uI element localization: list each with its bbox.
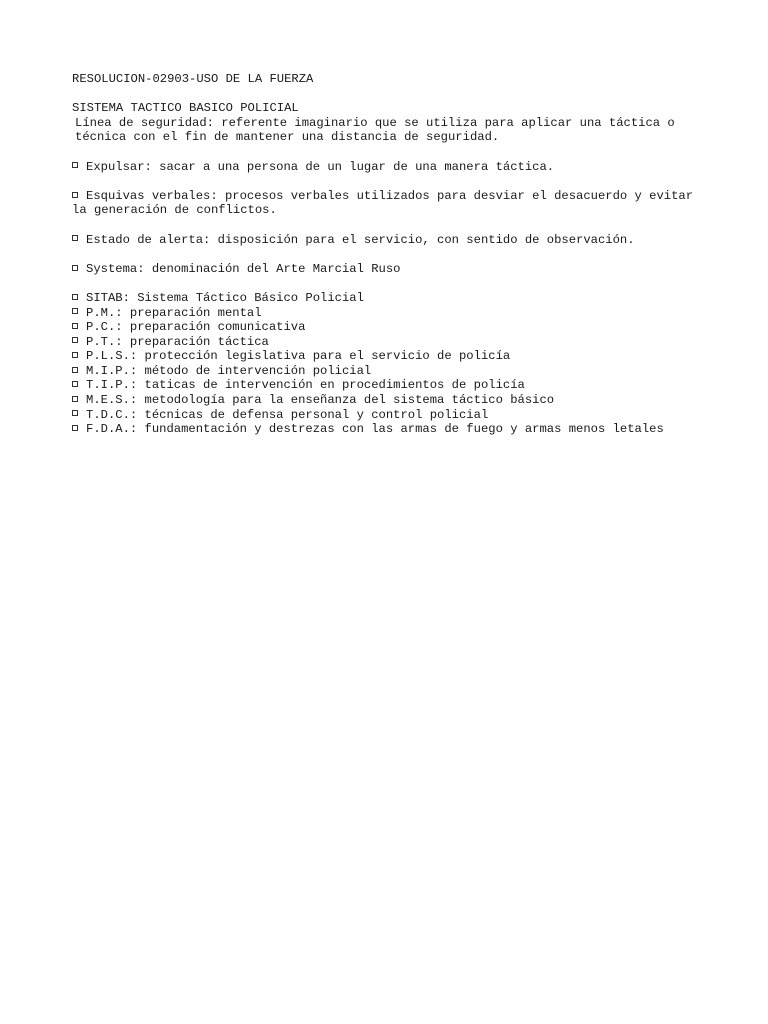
list-item — [72, 408, 712, 423]
definition-text: Estado de alerta: disposición para el servicio, con sentido de observación. — [86, 232, 635, 247]
square-bullet-icon — [72, 323, 78, 329]
acronym-list — [72, 291, 712, 437]
list-item-text: M.I.P.: método de intervención policial — [86, 363, 372, 378]
spacer — [72, 174, 712, 189]
square-bullet-icon — [72, 308, 78, 314]
square-bullet-icon — [72, 265, 78, 271]
list-item — [72, 335, 712, 350]
definition-item — [72, 262, 712, 277]
list-item-text: SITAB: Sistema Táctico Básico Policial — [86, 290, 364, 305]
spacer — [72, 87, 712, 102]
spacer — [72, 145, 712, 160]
list-item — [72, 378, 712, 393]
list-item — [72, 364, 712, 379]
section-heading: SISTEMA TACTICO BASICO POLICIAL — [72, 101, 299, 116]
list-item-text: M.E.S.: metodología para la enseñanza del sistema táctico básico — [86, 393, 555, 408]
definition-text: Expulsar: sacar a una persona de un lugar de una manera táctica. — [86, 159, 555, 174]
square-bullet-icon — [72, 367, 78, 373]
list-item — [72, 422, 712, 437]
list-item-text: P.M.: preparación mental — [86, 305, 262, 320]
square-bullet-icon — [72, 396, 78, 402]
definition-item — [72, 189, 712, 218]
list-item-text: T.D.C.: técnicas de defensa personal y control policial — [86, 407, 489, 422]
list-item-text: T.I.P.: taticas de intervención en procedimientos de policía — [86, 378, 525, 393]
list-item-text: F.D.A.: fundamentación y destrezas con las armas de fuego y armas menos letales — [86, 422, 664, 437]
spacer — [72, 218, 712, 233]
list-item — [72, 349, 712, 364]
intro-paragraph: Línea de seguridad: referente imaginario que se utiliza para aplicar una táctica o técnica con el fin de mantener una distancia de seguridad. — [75, 115, 675, 145]
square-bullet-icon — [72, 235, 78, 241]
document-title: RESOLUCION-02903-USO DE LA FUERZA — [72, 72, 314, 86]
square-bullet-icon — [72, 162, 78, 168]
list-item — [72, 306, 712, 321]
square-bullet-icon — [72, 425, 78, 431]
square-bullet-icon — [72, 192, 78, 198]
list-item — [72, 320, 712, 335]
square-bullet-icon — [72, 337, 78, 343]
square-bullet-icon — [72, 410, 78, 416]
definition-item — [72, 160, 712, 175]
definition-text: Esquivas verbales: procesos verbales utilizados para desviar el desacuerdo y evitar la generación de conflictos. — [72, 188, 694, 218]
list-item — [72, 393, 712, 408]
definition-item — [72, 233, 712, 248]
definition-text: Systema: denominación del Arte Marcial Ruso — [86, 261, 401, 276]
spacer — [72, 276, 712, 291]
spacer — [72, 247, 712, 262]
square-bullet-icon — [72, 352, 78, 358]
list-item-text: P.C.: preparación comunicativa — [86, 320, 306, 335]
list-item-text: P.L.S.: protección legislativa para el servicio de policía — [86, 349, 511, 364]
square-bullet-icon — [72, 381, 78, 387]
document-page — [72, 72, 712, 437]
square-bullet-icon — [72, 294, 78, 300]
list-item — [72, 291, 712, 306]
list-item-text: P.T.: preparación táctica — [86, 334, 269, 349]
